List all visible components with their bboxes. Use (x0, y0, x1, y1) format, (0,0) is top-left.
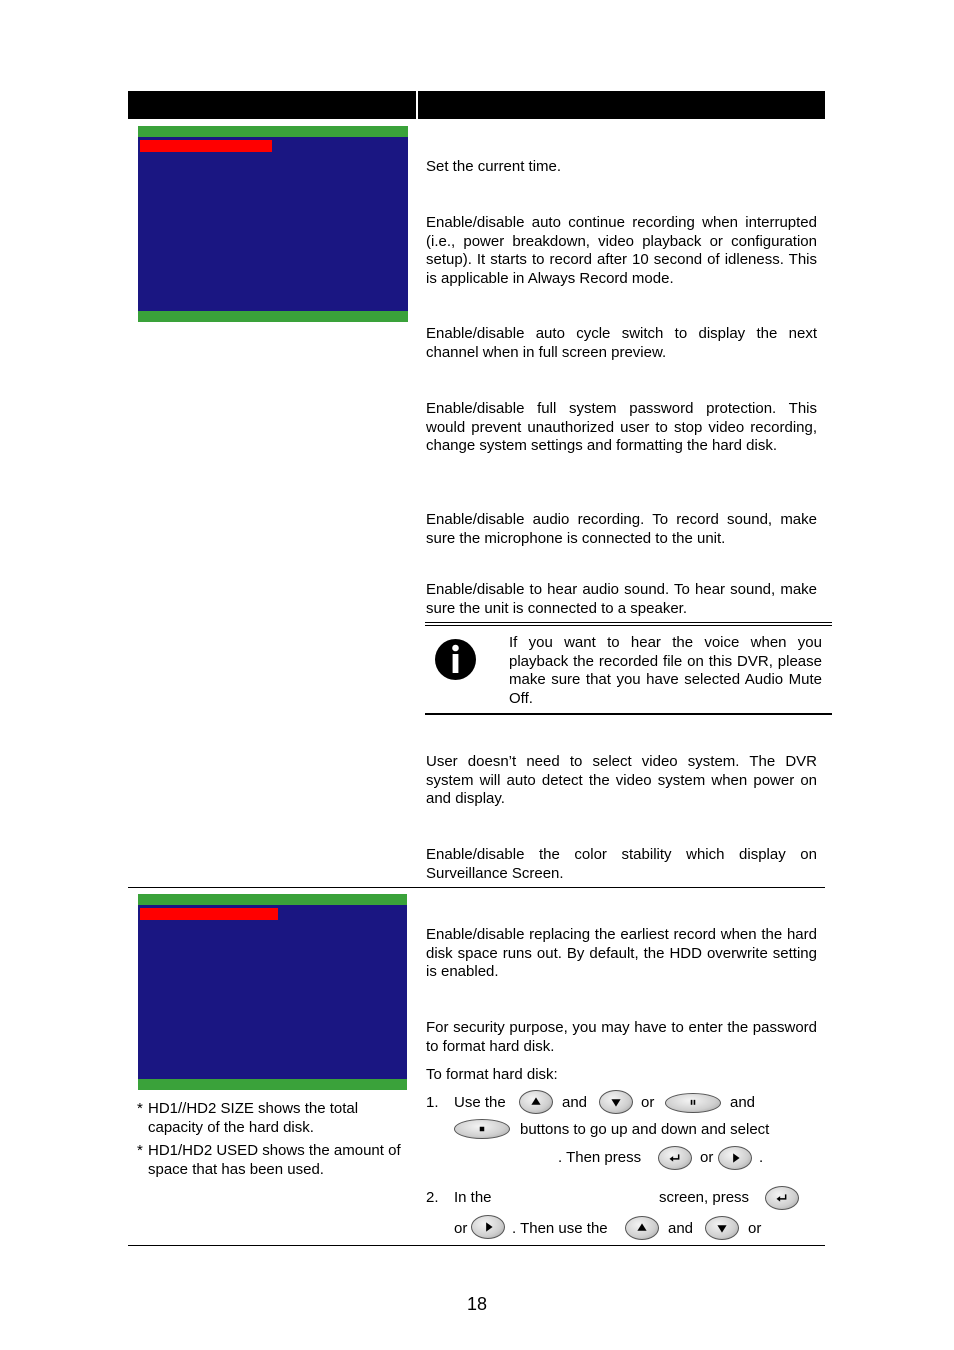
desc-video-system: User doesn’t need to select video system. The DVR system will auto detect the video system when power on and display. (426, 753, 817, 807)
step2-in-the: In the (454, 1189, 492, 1206)
right-arrow-button-icon (718, 1146, 752, 1170)
side-note-size (137, 1100, 412, 1137)
up-arrow-button-icon (519, 1090, 553, 1114)
note-bottom-rule (425, 713, 832, 715)
page-number: 18 (466, 1294, 488, 1314)
step1-period: . (759, 1149, 764, 1166)
info-icon (435, 639, 476, 680)
step1-and-2: and (730, 1094, 756, 1111)
desc-auto-continue: Enable/disable auto continue recording when interrupted (i.e., power breakdown, video playback or configuration setup). It starts to record after 10 second of idleness. This is applicable in Always Record mode. (426, 214, 817, 287)
note-text: If you want to hear the voice when you playback the recorded file on this DVR, please make sure that you have selected Audio Mute Off. (509, 634, 822, 707)
screen-bottom-bar (138, 1079, 407, 1090)
step1-or-2: or (700, 1149, 714, 1166)
step2-then-use-the: . Then use the (512, 1220, 608, 1237)
desc-cycle: Enable/disable auto cycle switch to display the next channel when in full screen preview. (426, 325, 817, 361)
up-arrow-button-icon (625, 1216, 659, 1240)
step1-use-the: Use the (454, 1094, 506, 1111)
step1-or-1: or (641, 1094, 655, 1111)
step2-or-2: or (748, 1220, 762, 1237)
screen-top-bar (138, 894, 407, 905)
desc-password: Enable/disable full system password protection. This would prevent unauthorized user to stop video recording, change system settings and formatting the hard disk. (426, 400, 817, 454)
row-divider (128, 887, 825, 888)
note-top-rule-2 (425, 625, 832, 626)
note-top-rule (425, 622, 832, 623)
down-arrow-button-icon (599, 1090, 633, 1114)
desc-time: Set the current time. (426, 158, 562, 175)
table-header-left (128, 91, 416, 119)
side-note-used (137, 1142, 412, 1179)
desc-hdd-overwrite: Enable/disable replacing the earliest record when the hard disk space runs out. By default, the HDD overwrite setting is enabled. (426, 926, 817, 980)
enter-button-icon (765, 1186, 799, 1210)
side-note-size-text: HD1//HD2 SIZE shows the total capacity of the hard disk. (148, 1100, 359, 1136)
right-arrow-button-icon (471, 1215, 505, 1239)
step1-buttons-text: buttons to go up and down and select (520, 1121, 770, 1138)
table-bottom-rule (128, 1245, 825, 1246)
step1-number: 1. (426, 1094, 439, 1111)
down-arrow-button-icon (705, 1216, 739, 1240)
screen-bottom-bar (138, 311, 408, 322)
step2-number: 2. (426, 1189, 439, 1206)
table-header-right (418, 91, 825, 119)
screen-top-bar (138, 126, 408, 137)
pause-button-icon (665, 1093, 721, 1113)
step2-or-1: or (454, 1220, 468, 1237)
screen-selection-highlight (140, 140, 272, 152)
desc-audio-record: Enable/disable audio recording. To record sound, make sure the microphone is connected to the unit. (426, 511, 817, 547)
format-heading: To format hard disk: (426, 1066, 558, 1083)
step2-screen-press: screen, press (659, 1189, 750, 1206)
note-bullet: * (137, 1142, 143, 1159)
step1-and-1: and (562, 1094, 588, 1111)
system-setup-screen (138, 126, 408, 322)
side-note-used-text: HD1/HD2 USED shows the amount of space that has been used. (148, 1142, 401, 1178)
hdd-setup-screen (138, 894, 407, 1090)
desc-audio-mute: Enable/disable to hear audio sound. To hear sound, make sure the unit is connected to a speaker. (426, 581, 817, 617)
step1-then-press: . Then press (558, 1149, 642, 1166)
note-bullet: * (137, 1100, 143, 1117)
step2-and: and (668, 1220, 694, 1237)
screen-selection-highlight (140, 908, 278, 920)
stop-button-icon (454, 1119, 510, 1139)
enter-button-icon (658, 1146, 692, 1170)
desc-color-stability: Enable/disable the color stability which display on Surveillance Screen. (426, 846, 817, 882)
desc-format-security: For security purpose, you may have to enter the password to format hard disk. (426, 1019, 817, 1055)
